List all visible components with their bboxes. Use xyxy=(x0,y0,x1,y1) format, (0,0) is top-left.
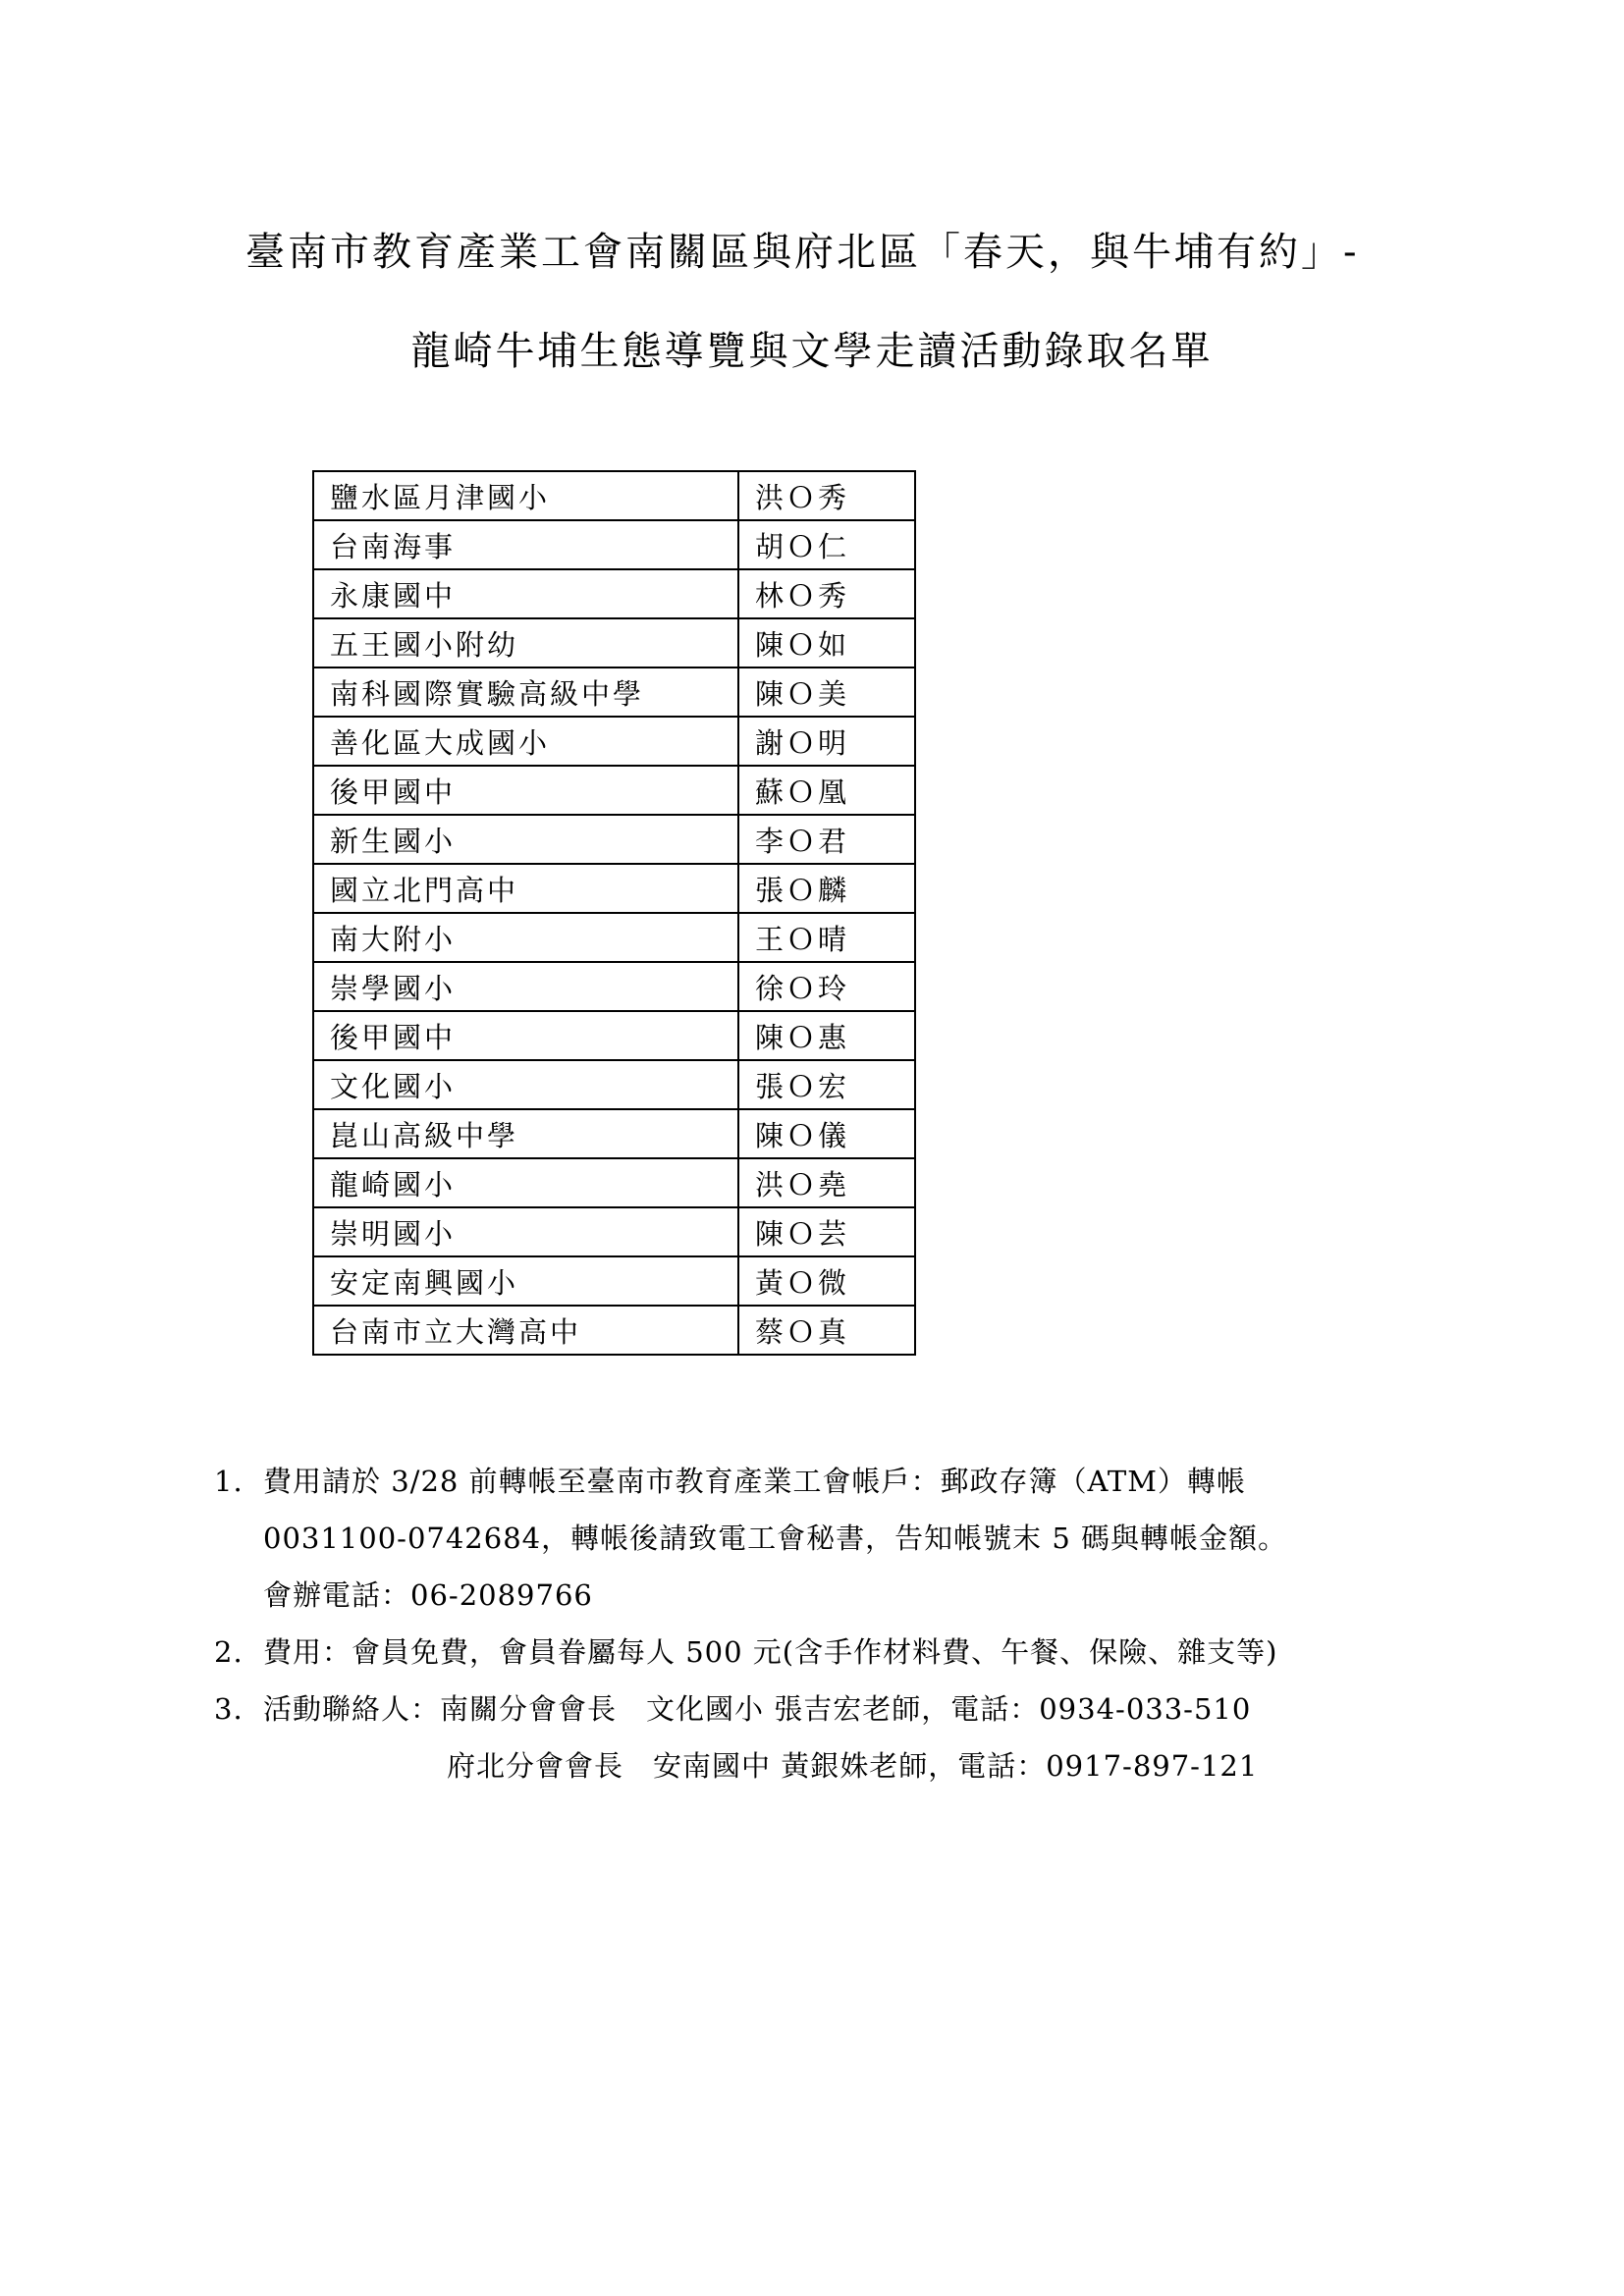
school-cell: 安定南興國小 xyxy=(313,1256,738,1306)
note-text: 活動聯絡人：南關分會會長 文化國小 張吉宏老師，電話：0934-033-510 xyxy=(263,1692,1252,1726)
school-cell: 後甲國中 xyxy=(313,1011,738,1060)
school-cell: 後甲國中 xyxy=(313,766,738,815)
name-cell: 李Ｏ君 xyxy=(738,815,915,864)
table-row xyxy=(313,913,915,962)
school-cell: 新生國小 xyxy=(313,815,738,864)
document-title-line-2: 龍崎牛埔生態導覽與文學走讀活動錄取名單 xyxy=(410,329,1214,374)
table-row xyxy=(313,962,915,1011)
note-text: 費用：會員免費，會員眷屬每人 500 元(含手作材料費、午餐、保險、雜支等) xyxy=(263,1635,1278,1669)
note-text: 0031100-0742684，轉帳後請致電工會秘書，告知帳號末 5 碼與轉帳金額。 xyxy=(263,1522,1287,1555)
name-cell: 徐Ｏ玲 xyxy=(738,962,915,1011)
table-row xyxy=(313,1011,915,1060)
name-cell: 張Ｏ麟 xyxy=(738,864,915,913)
table-row xyxy=(313,520,915,569)
table-row xyxy=(313,864,915,913)
admission-roster-table xyxy=(312,470,916,1356)
school-cell: 台南市立大灣高中 xyxy=(313,1306,738,1355)
table-row xyxy=(313,1109,915,1158)
school-cell: 南大附小 xyxy=(313,913,738,962)
name-cell: 蔡Ｏ真 xyxy=(738,1306,915,1355)
school-cell: 鹽水區月津國小 xyxy=(313,471,738,520)
table-row xyxy=(313,717,915,766)
table-row xyxy=(313,1306,915,1355)
note-text: 會辦電話：06-2089766 xyxy=(263,1578,593,1612)
table-row xyxy=(313,667,915,717)
name-cell: 林Ｏ秀 xyxy=(738,569,915,618)
note-number: 2. xyxy=(214,1635,244,1669)
school-cell: 崇學國小 xyxy=(313,962,738,1011)
school-cell: 崇明國小 xyxy=(313,1207,738,1256)
note-text: 府北分會會長 安南國中 黃銀姝老師，電話：0917-897-121 xyxy=(447,1749,1259,1783)
name-cell: 胡Ｏ仁 xyxy=(738,520,915,569)
table-row xyxy=(313,618,915,667)
table-row xyxy=(313,766,915,815)
note-text: 費用請於 3/28 前轉帳至臺南市教育產業工會帳戶：郵政存簿（ATM）轉帳 xyxy=(263,1465,1246,1498)
school-cell: 台南海事 xyxy=(313,520,738,569)
name-cell: 蘇Ｏ凰 xyxy=(738,766,915,815)
table-row xyxy=(313,1060,915,1109)
school-cell: 文化國小 xyxy=(313,1060,738,1109)
school-cell: 永康國中 xyxy=(313,569,738,618)
school-cell: 崑山高級中學 xyxy=(313,1109,738,1158)
school-cell: 善化區大成國小 xyxy=(313,717,738,766)
name-cell: 洪Ｏ堯 xyxy=(738,1158,915,1207)
document-title-line-1: 臺南市教育產業工會南關區與府北區「春天，與牛埔有約」- xyxy=(245,230,1360,275)
name-cell: 王Ｏ晴 xyxy=(738,913,915,962)
name-cell: 陳Ｏ惠 xyxy=(738,1011,915,1060)
name-cell: 洪Ｏ秀 xyxy=(738,471,915,520)
table-row xyxy=(313,1158,915,1207)
table-row xyxy=(313,569,915,618)
school-cell: 南科國際實驗高級中學 xyxy=(313,667,738,717)
name-cell: 黃Ｏ微 xyxy=(738,1256,915,1306)
school-cell: 龍崎國小 xyxy=(313,1158,738,1207)
name-cell: 陳Ｏ如 xyxy=(738,618,915,667)
name-cell: 陳Ｏ美 xyxy=(738,667,915,717)
name-cell: 陳Ｏ芸 xyxy=(738,1207,915,1256)
table-row xyxy=(313,471,915,520)
note-number: 1. xyxy=(214,1465,244,1498)
name-cell: 張Ｏ宏 xyxy=(738,1060,915,1109)
name-cell: 謝Ｏ明 xyxy=(738,717,915,766)
name-cell: 陳Ｏ儀 xyxy=(738,1109,915,1158)
school-cell: 國立北門高中 xyxy=(313,864,738,913)
table-row xyxy=(313,1256,915,1306)
table-row xyxy=(313,815,915,864)
note-number: 3. xyxy=(214,1692,244,1726)
table-row xyxy=(313,1207,915,1256)
school-cell: 五王國小附幼 xyxy=(313,618,738,667)
